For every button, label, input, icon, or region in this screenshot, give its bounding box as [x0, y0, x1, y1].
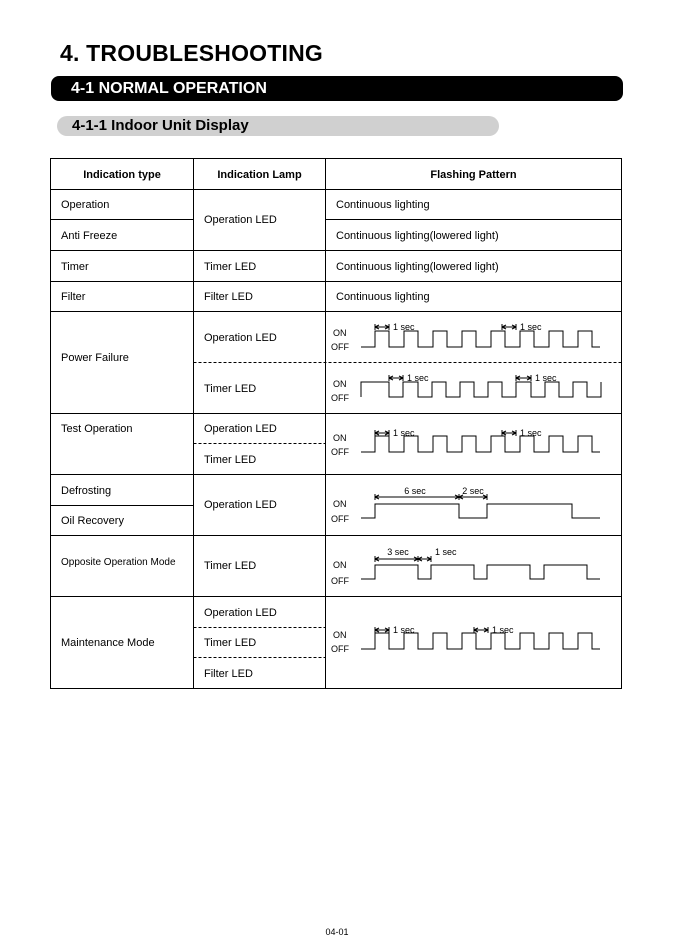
lamp-operation-led: Operation LED — [204, 423, 277, 435]
off-label: OFF — [331, 576, 349, 586]
lamp-filter-led: Filter LED — [204, 291, 253, 303]
on-label: ON — [333, 630, 347, 640]
on-label: ON — [333, 499, 347, 509]
marker-1sec — [502, 430, 516, 436]
marker-1sec-label: 1 sec — [520, 322, 542, 332]
lamp-timer-led: Timer LED — [204, 560, 257, 572]
section-heading: 4-1 NORMAL OPERATION — [51, 76, 623, 101]
wave-opposite-mode — [361, 565, 600, 579]
pattern-anti-freeze: Continuous lighting(lowered light) — [336, 230, 499, 242]
wave-power-failure-timer — [361, 382, 601, 397]
marker-1sec — [502, 324, 516, 330]
type-anti-freeze: Anti Freeze — [61, 230, 118, 242]
type-defrosting: Defrosting — [61, 485, 112, 497]
header-flashing-pattern: Flashing Pattern — [430, 169, 517, 181]
on-label: ON — [333, 379, 347, 389]
pattern-filter: Continuous lighting — [336, 291, 430, 303]
marker-1sec-label: 1 sec — [435, 547, 457, 557]
wave-maintenance — [361, 633, 600, 649]
marker-1sec — [418, 556, 431, 562]
marker-1sec — [389, 375, 403, 381]
subsection-heading: 4-1-1 Indoor Unit Display — [57, 116, 499, 136]
marker-3sec-label: 3 sec — [387, 547, 409, 557]
lamp-timer-led: Timer LED — [204, 454, 257, 466]
marker-2sec-label: 2 sec — [462, 486, 484, 496]
marker-1sec-label: 1 sec — [393, 428, 415, 438]
on-label: ON — [333, 560, 347, 570]
lamp-operation-led: Operation LED — [204, 499, 277, 511]
marker-1sec — [516, 375, 531, 381]
lamp-timer-led: Timer LED — [204, 383, 257, 395]
marker-1sec — [375, 324, 389, 330]
on-label: ON — [333, 328, 347, 338]
marker-1sec-label: 1 sec — [492, 625, 514, 635]
type-filter: Filter — [61, 291, 86, 303]
wave-power-failure-operation — [361, 331, 600, 347]
pattern-operation: Continuous lighting — [336, 199, 430, 211]
off-label: OFF — [331, 342, 349, 352]
off-label: OFF — [331, 447, 349, 457]
type-maintenance-mode: Maintenance Mode — [61, 637, 155, 649]
marker-1sec — [375, 430, 389, 436]
marker-1sec-label: 1 sec — [520, 428, 542, 438]
type-operation: Operation — [61, 199, 110, 211]
page-title: 4. TROUBLESHOOTING — [60, 40, 324, 66]
page-number: 04-01 — [325, 927, 349, 937]
header-indication-type: Indication type — [83, 169, 161, 181]
type-test-operation: Test Operation — [61, 423, 133, 435]
lamp-timer-led: Timer LED — [204, 637, 257, 649]
type-oil-recovery: Oil Recovery — [61, 515, 124, 527]
marker-1sec-label: 1 sec — [407, 373, 429, 383]
pattern-timer: Continuous lighting(lowered light) — [336, 261, 499, 273]
off-label: OFF — [331, 514, 349, 524]
off-label: OFF — [331, 644, 349, 654]
type-timer: Timer — [61, 261, 89, 273]
marker-1sec — [375, 627, 389, 633]
lamp-operation-led: Operation LED — [204, 607, 277, 619]
header-indication-lamp: Indication Lamp — [217, 169, 302, 181]
lamp-operation-led: Operation LED — [204, 214, 277, 226]
marker-1sec — [474, 627, 488, 633]
marker-1sec-label: 1 sec — [393, 322, 415, 332]
on-label: ON — [333, 433, 347, 443]
wave-defrost — [361, 504, 600, 518]
marker-6sec-label: 6 sec — [404, 486, 426, 496]
type-power-failure: Power Failure — [61, 352, 129, 364]
marker-1sec-label: 1 sec — [535, 373, 557, 383]
lamp-operation-led: Operation LED — [204, 332, 277, 344]
lamp-filter-led: Filter LED — [204, 668, 253, 680]
wave-test-operation — [361, 436, 600, 452]
marker-1sec-label: 1 sec — [393, 625, 415, 635]
lamp-timer-led: Timer LED — [204, 261, 257, 273]
off-label: OFF — [331, 393, 349, 403]
type-opposite-operation-mode: Opposite Operation Mode — [61, 557, 176, 568]
